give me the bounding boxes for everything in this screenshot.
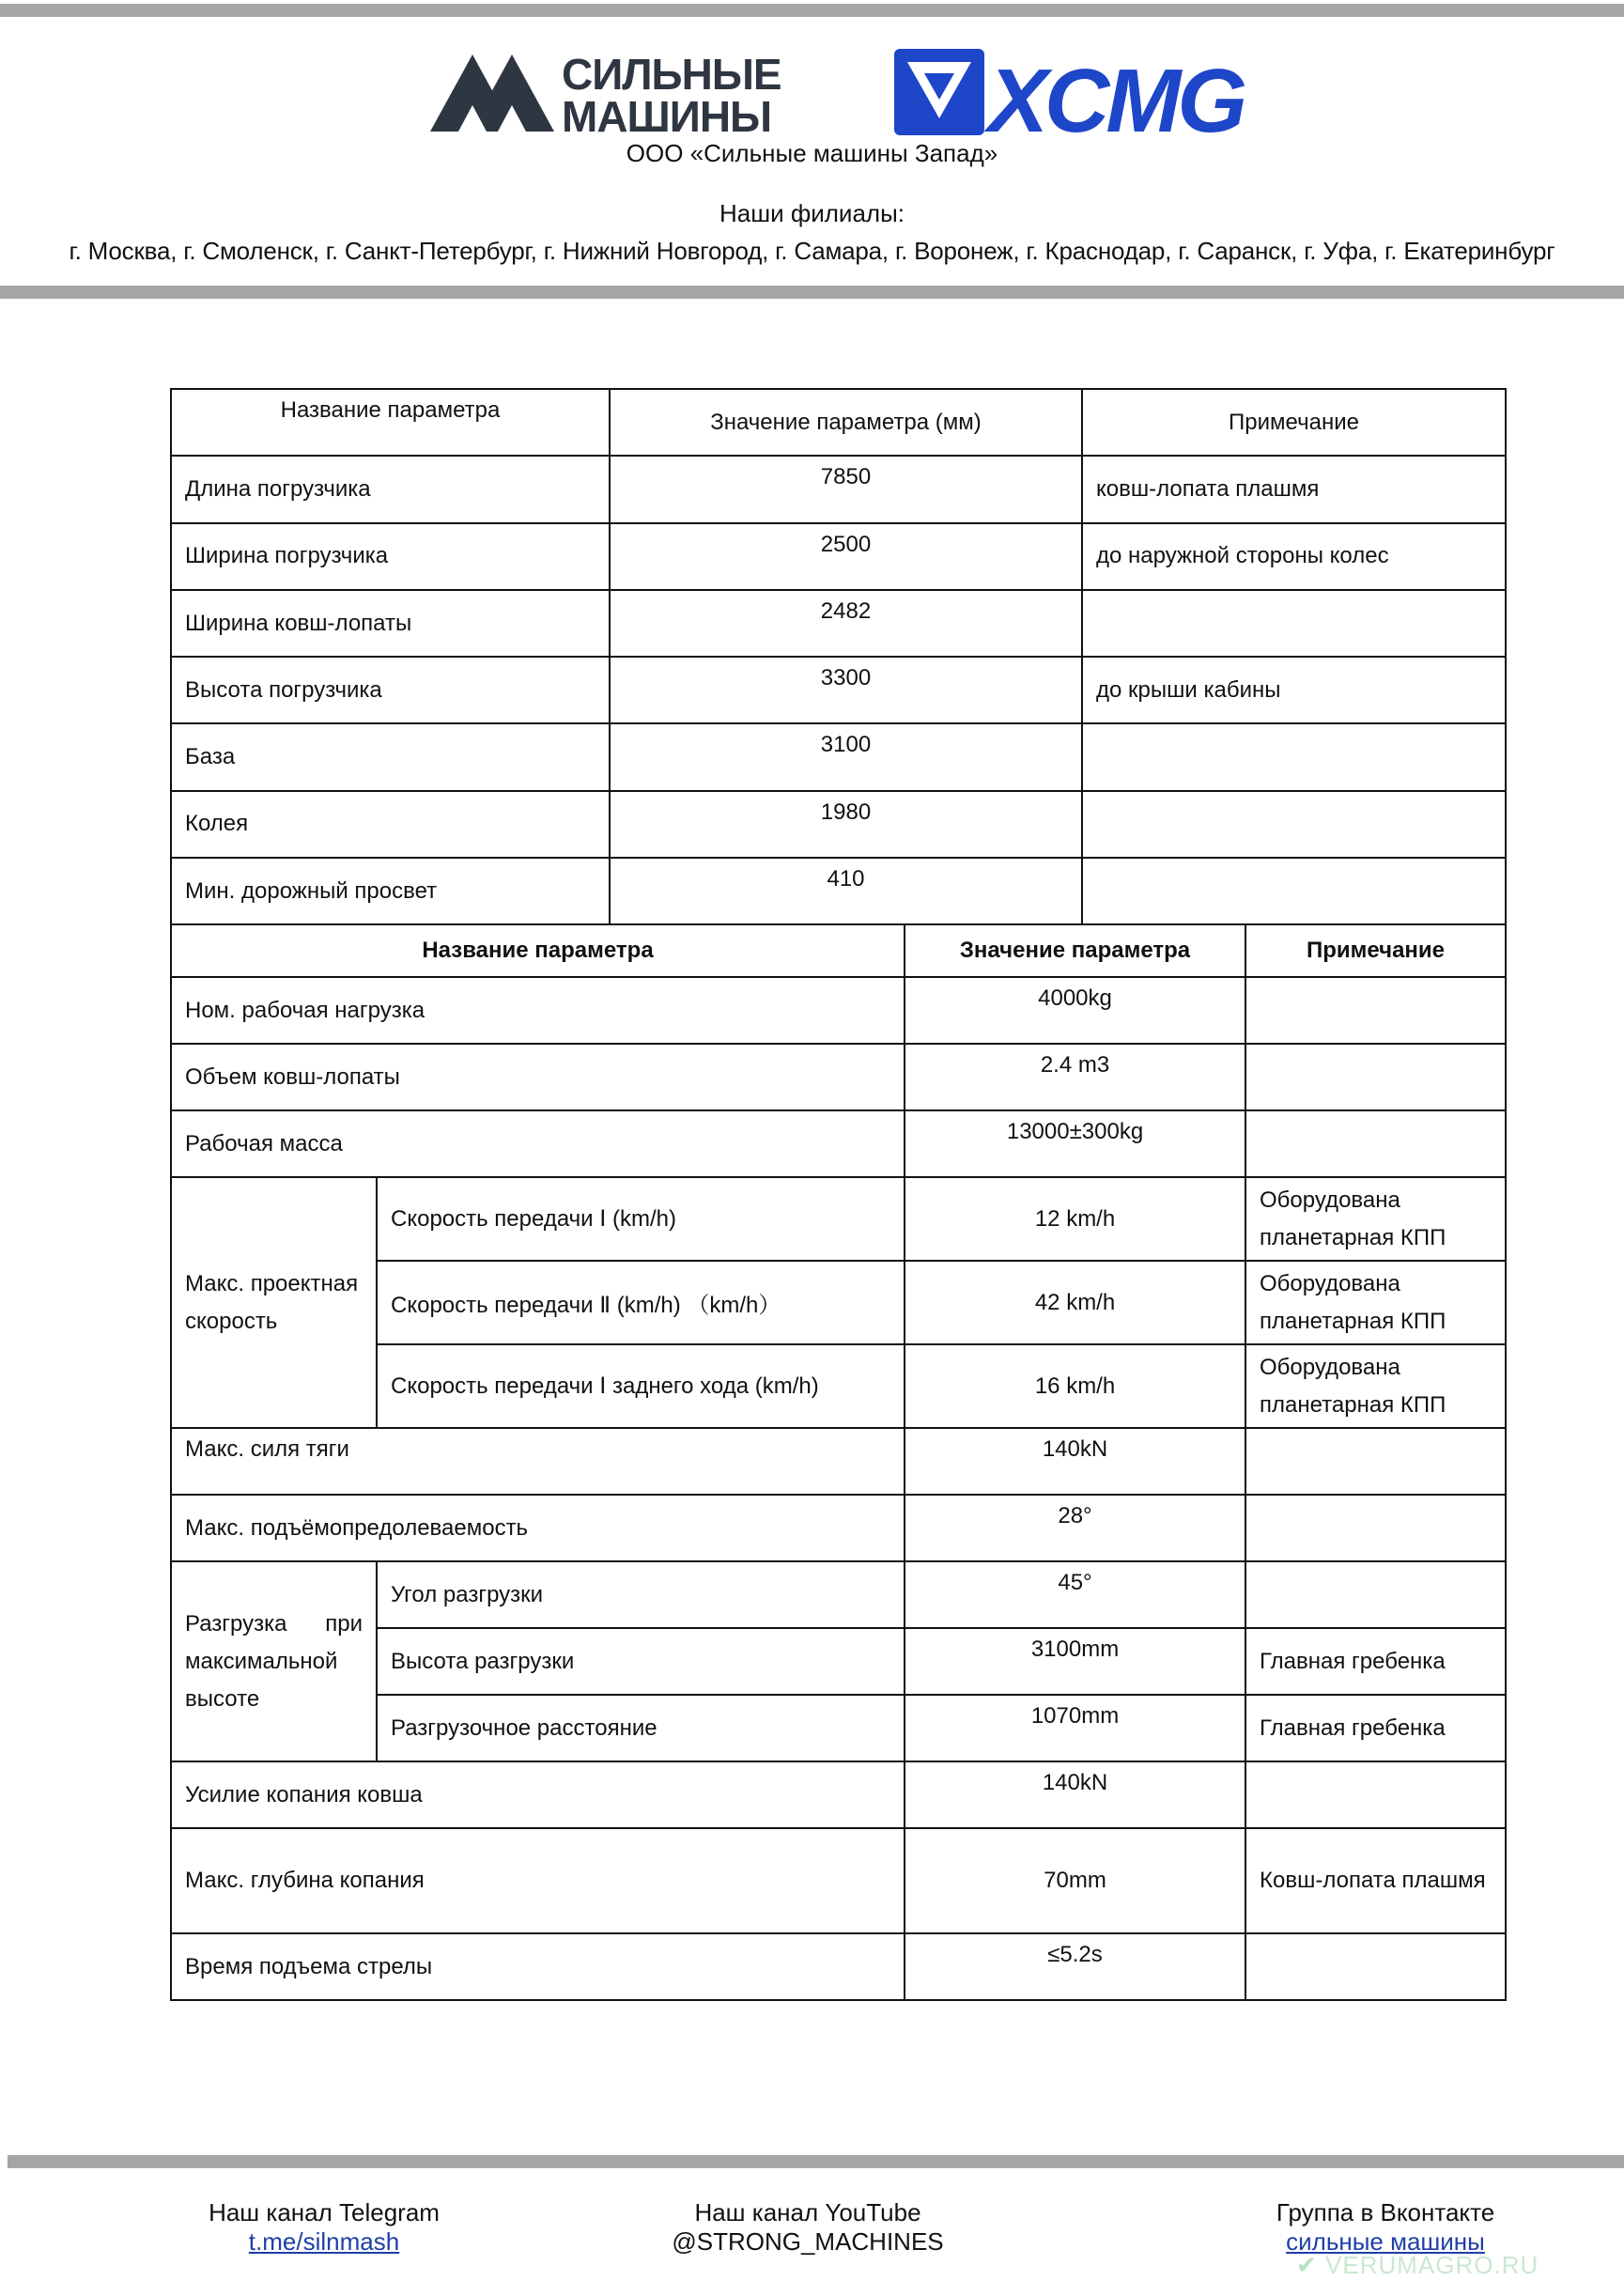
param-note — [1245, 1044, 1506, 1110]
table-row — [171, 657, 1506, 723]
footer-divider — [8, 2155, 1624, 2168]
param-value: 1070mm — [905, 1695, 1245, 1761]
param-note: до крыши кабины — [1082, 657, 1506, 723]
table-row — [171, 1044, 1506, 1110]
top-bar — [0, 4, 1624, 17]
param-note — [1082, 590, 1506, 657]
column-header: Значение параметра — [905, 924, 1245, 977]
table-row — [171, 1177, 1506, 1261]
table-row — [171, 1495, 1506, 1561]
youtube-handle[interactable]: @STRONG_MACHINES — [672, 2227, 944, 2256]
param-name: Макс. подъёмопредолеваемость — [171, 1495, 905, 1561]
param-note — [1082, 723, 1506, 790]
column-header: Примечание — [1082, 389, 1506, 456]
table-header-row — [171, 389, 1506, 456]
logo-line1: СИЛЬНЫЕ — [562, 50, 781, 99]
telegram-link[interactable]: t.me/silnmash — [248, 2227, 400, 2256]
param-name: Длина погрузчика — [171, 456, 610, 522]
column-header: Значение параметра (мм) — [610, 389, 1082, 456]
param-value: 140kN — [905, 1428, 1245, 1495]
param-name: Время подъема стрелы — [171, 1933, 905, 2000]
group-label: Разгрузка при максимальной высоте — [171, 1561, 377, 1761]
param-name: Мин. дорожный просвет — [171, 858, 610, 924]
param-note — [1245, 1933, 1506, 2000]
param-value: 2.4 m3 — [905, 1044, 1245, 1110]
table-row — [171, 977, 1506, 1044]
xcmg-emblem-icon — [894, 49, 984, 135]
param-value: 42 km/h — [905, 1261, 1245, 1344]
header-divider — [0, 286, 1624, 299]
table-row — [171, 1828, 1506, 1933]
param-name: Скорость передачи Ⅱ (km/h) （km/h） — [377, 1261, 905, 1344]
param-name: Ширина погрузчика — [171, 523, 610, 590]
param-name: Макс. глубина копания — [171, 1828, 905, 1933]
param-note — [1082, 858, 1506, 924]
company-name: ООО «Сильные машины Запад» — [626, 139, 998, 167]
param-value: 45° — [905, 1561, 1245, 1628]
table-row — [171, 723, 1506, 790]
param-name: Объем ковш-лопаты — [171, 1044, 905, 1110]
param-value: 12 km/h — [905, 1177, 1245, 1261]
param-value: 140kN — [905, 1761, 1245, 1828]
group-label: Макс. проектная скорость — [171, 1177, 377, 1428]
watermark — [1296, 2251, 1539, 2280]
table-row — [171, 590, 1506, 657]
param-value: 2500 — [610, 523, 1082, 590]
param-note — [1245, 1495, 1506, 1561]
table-row — [171, 1933, 1506, 2000]
logo-line2: МАШИНЫ — [562, 92, 772, 141]
param-note: Оборудована планетарная КПП — [1245, 1177, 1506, 1261]
dimensions-table — [170, 388, 1507, 925]
footer-vk — [1259, 2198, 1512, 2257]
param-value: ≤5.2s — [905, 1933, 1245, 2000]
table-row — [171, 858, 1506, 924]
param-name: Макс. силя тяги — [171, 1428, 905, 1495]
param-value: 16 km/h — [905, 1344, 1245, 1428]
param-note — [1245, 1110, 1506, 1177]
param-note: ковш-лопата плашмя — [1082, 456, 1506, 522]
param-note — [1245, 977, 1506, 1044]
param-note: Главная гребенка — [1245, 1695, 1506, 1761]
branches-list: г. Москва, г. Смоленск, г. Санкт-Петербург, г. Нижний Новгород, г. Самара, г. Воронеж, г. Краснодар, г. Саранск, г. Уфа, г. Екатеринбург — [69, 237, 1555, 265]
param-note: Ковш-лопата плашмя — [1245, 1828, 1506, 1933]
param-note — [1082, 791, 1506, 858]
param-name: Колея — [171, 791, 610, 858]
param-value: 7850 — [610, 456, 1082, 522]
param-note — [1245, 1561, 1506, 1628]
param-note: Главная гребенка — [1245, 1628, 1506, 1695]
check-icon: ✔ — [1296, 2251, 1318, 2279]
vk-label: Группа в Вконтакте — [1276, 2198, 1495, 2226]
specifications-table — [170, 923, 1507, 2001]
param-name: Высота погрузчика — [171, 657, 610, 723]
branches-title: Наши филиалы: — [719, 199, 905, 227]
param-name: Ном. рабочая нагрузка — [171, 977, 905, 1044]
youtube-label: Наш канал YouTube — [694, 2198, 921, 2226]
param-value: 3100mm — [905, 1628, 1245, 1695]
mountain-logo-icon — [430, 54, 554, 132]
param-value: 2482 — [610, 590, 1082, 657]
param-value: 410 — [610, 858, 1082, 924]
param-name: Усилие копания ковша — [171, 1761, 905, 1828]
param-name: Ширина ковш-лопаты — [171, 590, 610, 657]
param-name: Угол разгрузки — [377, 1561, 905, 1628]
param-name: Высота разгрузки — [377, 1628, 905, 1695]
param-value: 70mm — [905, 1828, 1245, 1933]
column-header: Название параметра — [171, 389, 610, 456]
table-row — [171, 1110, 1506, 1177]
footer-telegram — [207, 2198, 441, 2257]
watermark-text: VERUMAGRO.RU — [1325, 2251, 1539, 2279]
table-row — [171, 1761, 1506, 1828]
table-row — [171, 523, 1506, 590]
param-name: База — [171, 723, 610, 790]
vk-link[interactable]: сильные машины — [1286, 2227, 1485, 2256]
table-row — [171, 1428, 1506, 1495]
logo-svg — [0, 47, 1624, 141]
column-header: Примечание — [1245, 924, 1506, 977]
table-row — [171, 791, 1506, 858]
param-value: 28° — [905, 1495, 1245, 1561]
param-value: 3300 — [610, 657, 1082, 723]
xcmg-brand: XCMG — [988, 51, 1244, 141]
param-note — [1245, 1761, 1506, 1828]
param-name: Скорость передачи Ⅰ заднего хода (km/h) — [377, 1344, 905, 1428]
param-note: до наружной стороны колес — [1082, 523, 1506, 590]
param-note: Оборудована планетарная КПП — [1245, 1344, 1506, 1428]
param-name: Рабочая масса — [171, 1110, 905, 1177]
param-note — [1245, 1428, 1506, 1495]
table-row — [171, 1561, 1506, 1628]
param-value: 3100 — [610, 723, 1082, 790]
telegram-label: Наш канал Telegram — [209, 2198, 440, 2226]
table-row — [171, 456, 1506, 522]
param-note: Оборудована планетарная КПП — [1245, 1261, 1506, 1344]
param-value: 1980 — [610, 791, 1082, 858]
header-logos — [0, 47, 1624, 141]
column-header: Название параметра — [171, 924, 905, 977]
table-header-row — [171, 924, 1506, 977]
param-value: 13000±300kg — [905, 1110, 1245, 1177]
param-value: 4000kg — [905, 977, 1245, 1044]
param-name: Разгрузочное расстояние — [377, 1695, 905, 1761]
footer-youtube — [657, 2198, 958, 2257]
param-name: Скорость передачи Ⅰ (km/h) — [377, 1177, 905, 1261]
